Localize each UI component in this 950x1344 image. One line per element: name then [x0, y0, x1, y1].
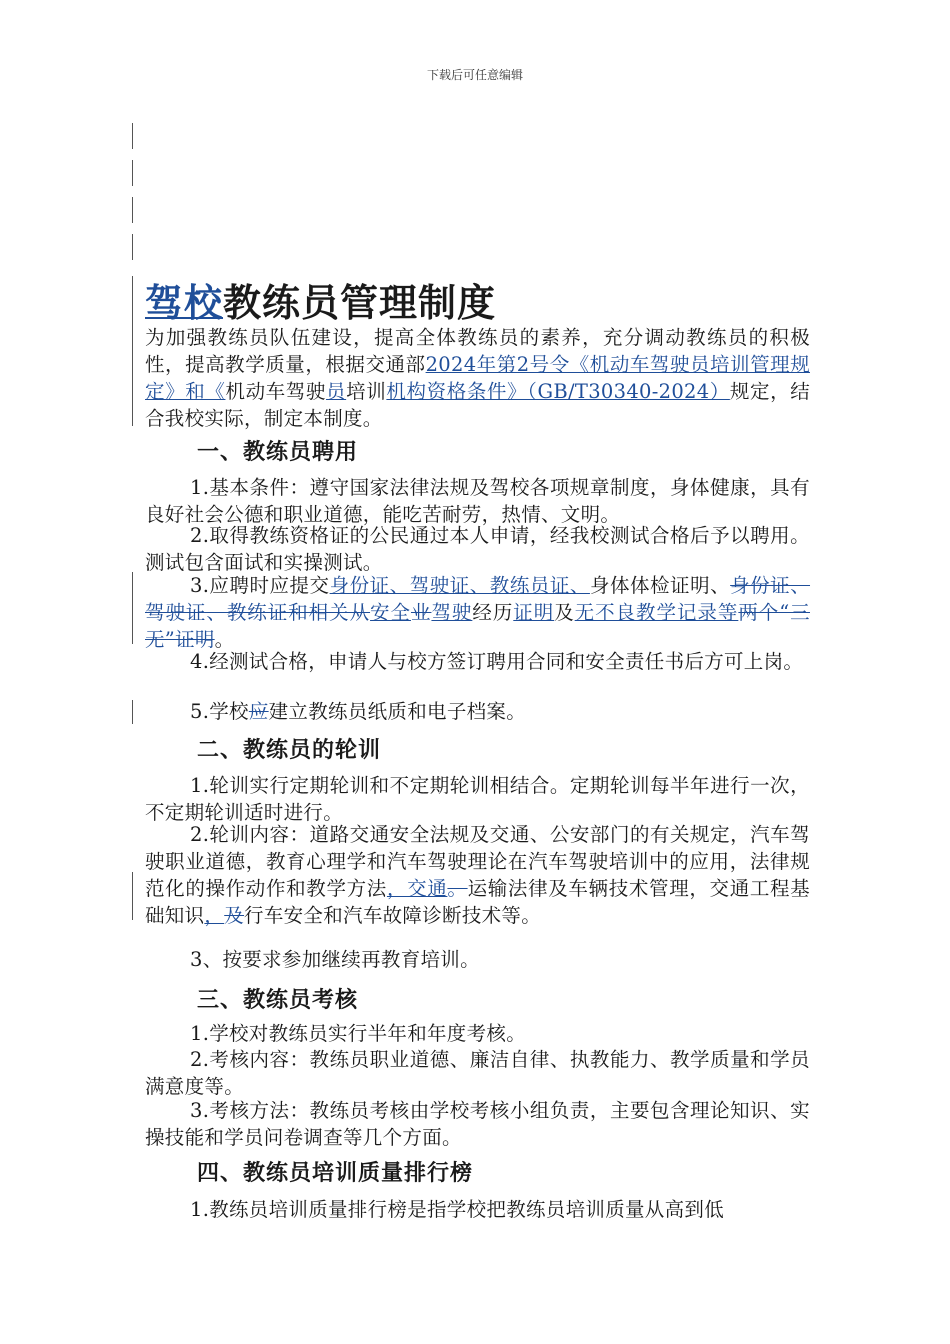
change-bar — [132, 872, 133, 920]
text: 。 — [214, 628, 235, 651]
s1-paragraph-4: 4.经测试合格，申请人与校方签订聘用合同和安全责任书后方可上岗。 — [190, 650, 804, 673]
s3-paragraph-2: 2.考核内容：教练员职业道德、廉洁自律、执教能力、教学质量和学员满意度等。 — [145, 1048, 810, 1098]
text: 5.学校 — [190, 700, 249, 723]
s3-paragraph-1: 1.学校对教练员实行半年和年度考核。 — [190, 1022, 527, 1045]
text: 身体体检证明、 — [589, 574, 731, 597]
text: 运输法律及车辆技术管理，交通工程基础知识 — [145, 877, 810, 927]
section-heading-2: 二、教练员的轮训 — [197, 737, 382, 763]
change-bar — [132, 700, 133, 724]
text: 建立教练员纸质和电子档案。 — [268, 700, 527, 723]
s1-paragraph-5 — [145, 698, 810, 725]
deleted-text: 两个“三无”证明 — [145, 601, 810, 651]
change-bar — [132, 234, 133, 260]
text: 及 — [554, 601, 575, 624]
inserted-text: 无不良教学记录等 — [574, 601, 739, 624]
deleted-text: 业 — [410, 601, 432, 624]
s1-paragraph-1: 1.基本条件：遵守国家法律法规及驾校各项规章制度，身体健康，具有良好社会公德和职业道德，能吃苦耐劳，热情、文明。 — [145, 476, 810, 526]
s2-paragraph-2 — [145, 821, 810, 929]
text: 机动车驾驶 — [225, 380, 327, 403]
inserted-text: 员 — [326, 380, 347, 403]
document-title — [145, 272, 496, 327]
s2-paragraph-3: 3、按要求参加继续再教育培训。 — [190, 948, 480, 971]
s4-paragraph-1: 1.教练员培训质量排行榜是指学校把教练员培训质量从高到低 — [190, 1198, 725, 1221]
title-insertion: 驾校 — [145, 280, 224, 325]
text: 培训 — [346, 380, 387, 403]
change-bar — [132, 572, 133, 644]
s1-paragraph-2: 2.取得教练资格证的公民通过本人申请，经我校测试合格后予以聘用。测试包含面试和实操测试。 — [145, 524, 810, 574]
inserted-text: 安全 — [370, 601, 411, 624]
inserted-text: ，交通 — [386, 877, 448, 900]
section-heading-4: 四、教练员培训质量排行榜 — [197, 1160, 474, 1186]
text: 3.应聘时应提交 — [190, 574, 330, 597]
inserted-text: 身份证、驾驶证、教练员证、 — [329, 574, 590, 597]
s3-paragraph-3: 3.考核方法：教练员考核由学校考核小组负责，主要包含理论知识、实操技能和学员问卷调查等几个方面。 — [145, 1099, 810, 1149]
text: 规定，结合我校实际，制定本制度。 — [145, 380, 811, 430]
text: 经历 — [472, 601, 514, 624]
section-heading-3: 三、教练员考核 — [197, 987, 359, 1013]
change-bar — [132, 276, 133, 426]
deleted-text: 身份证、驾驶证、教练证和相关从 — [145, 574, 811, 624]
deleted-text: 及 — [224, 904, 245, 927]
text: 2.轮训内容：道路交通安全法规及交通、公安部门的有关规定，汽车驾驶职业道德，教育心理学和汽车驾驶理论在汽车驾驶培训中的应用，法律规范化的操作动作和教学方法 — [145, 823, 810, 900]
s1-paragraph-3 — [145, 572, 810, 653]
inserted-text: 机构资格条件》（GB/T30340-2024） — [386, 380, 730, 403]
change-bar — [132, 123, 133, 149]
inserted-text: 证明 — [513, 601, 555, 624]
title-text: 教练员管理制度 — [223, 280, 497, 325]
intro-paragraph — [145, 324, 810, 432]
deleted-text: 。 — [447, 877, 468, 900]
section-heading-1: 一、教练员聘用 — [197, 439, 359, 465]
deleted-text: 应 — [248, 700, 269, 723]
change-bar — [132, 197, 133, 223]
page-header: 下载后可任意编辑 — [426, 68, 523, 82]
inserted-text: ， — [204, 904, 225, 927]
change-bar — [132, 160, 133, 186]
inserted-text: 2024年第2号令《机动车驾驶员培训管理规定》和《 — [145, 353, 810, 403]
s2-paragraph-1: 1.轮训实行定期轮训和不定期轮训相结合。定期轮训每半年进行一次，不定期轮训适时进行。 — [145, 774, 810, 824]
inserted-text: 驾驶 — [431, 601, 473, 624]
text: 为加强教练员队伍建设，提高全体教练员的素养，充分调动教练员的积极性，提高教学质量，根据交通部 — [145, 326, 810, 376]
text: 行车安全和汽车故障诊断技术等。 — [244, 904, 542, 927]
